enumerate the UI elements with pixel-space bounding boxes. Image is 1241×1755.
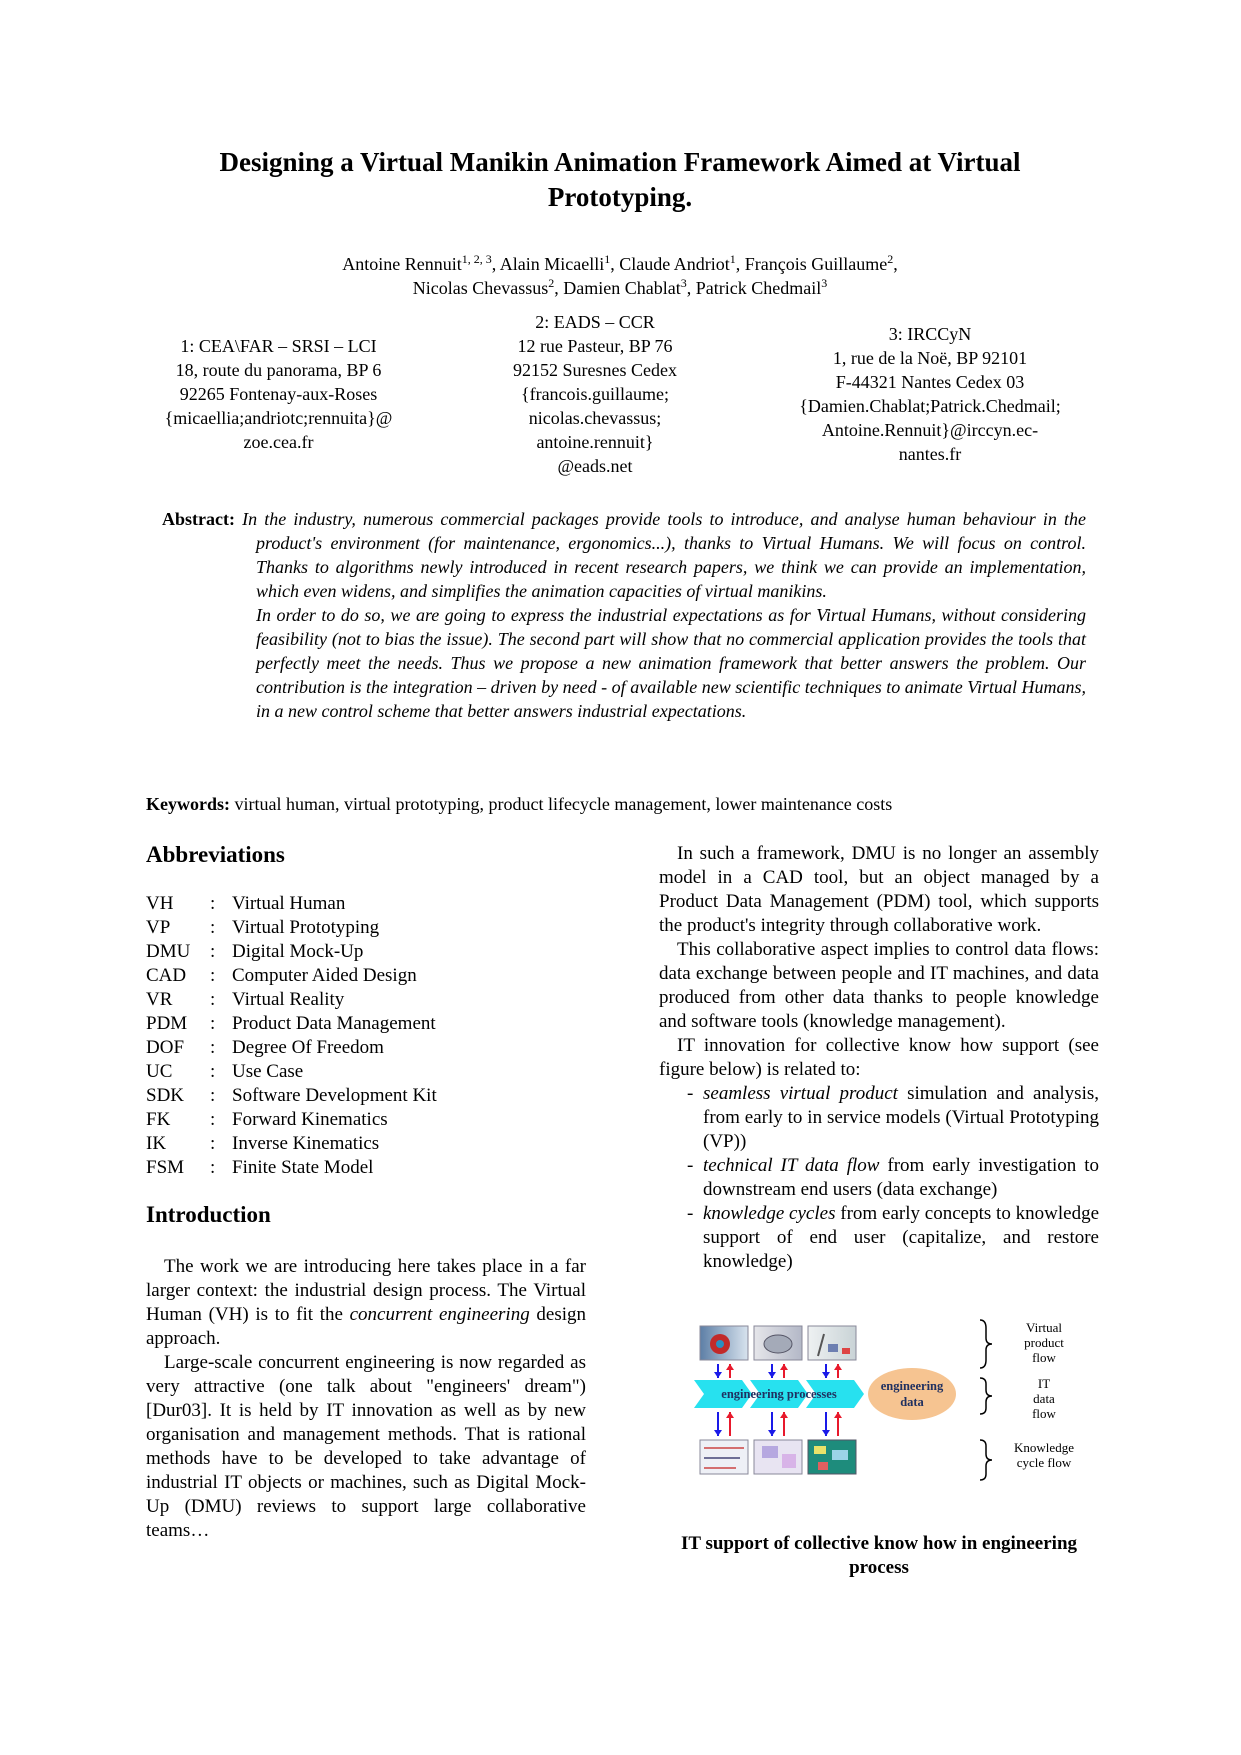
abbreviation-value: Virtual Reality: [232, 989, 345, 1010]
affiliation-line: 12 rue Pasteur, BP 76: [517, 336, 673, 356]
abbreviation-value: Virtual Prototyping: [232, 917, 380, 938]
author-name: Alain Micaelli: [499, 254, 605, 274]
affiliation-line: 3: IRCCyN: [888, 324, 972, 344]
right-paragraph-1: In such a framework, DMU is no longer an assembly model in a CAD tool, but an object managed by a Product Data Management (PDM) tool, which supports the product's integrity through collaborative work.: [659, 843, 1099, 936]
abbreviation-row: [146, 988, 437, 1012]
intro-paragraph-2: Large-scale concurrent engineering is now regarded as very attractive (one talk about "engineers' dream") [Dur03]. It is held by IT innovation as well as by new organisation and management methods. That is rational methods have to be developed to take advantage of industrial IT objects or machines, such as Digital Mock-Up (DMU) reviews to support large collaborative teams…: [146, 1352, 586, 1541]
abbreviation-colon: :: [210, 1157, 216, 1178]
intro-paragraph-1: The work we are introducing here takes place in a far larger context: the industrial design process. The Virtual Human (VH) is to fit the concurrent engineering design approach.: [146, 1256, 586, 1349]
figure-caption: IT support of collective know how in engineering process: [680, 1533, 1078, 1578]
brace-labels: [1014, 1320, 1074, 1470]
keywords-label: Keywords:: [146, 794, 230, 814]
abbreviation-key: VH: [146, 893, 174, 914]
up-arrow-head: [780, 1364, 788, 1370]
brace-label: Knowledge: [1014, 1440, 1074, 1455]
keywords: [146, 792, 1106, 816]
abstract-label: Abstract:: [162, 509, 235, 529]
abbreviation-key: PDM: [146, 1013, 188, 1034]
affiliation-line: 2: EADS – CCR: [535, 312, 655, 332]
down-arrow-head: [714, 1372, 722, 1378]
introduction-heading: Introduction: [146, 1202, 271, 1227]
abbreviation-key: SDK: [146, 1085, 185, 1106]
abbreviation-colon: :: [210, 893, 216, 914]
brace-it-data: [980, 1378, 992, 1414]
abbreviation-key: VR: [146, 989, 173, 1010]
abbreviation-value: Computer Aided Design: [232, 965, 417, 986]
abbreviation-row: [146, 940, 437, 964]
author-separator: ,: [610, 254, 620, 274]
abbreviation-colon: :: [210, 1085, 216, 1106]
abstract-paragraph-2: In order to do so, we are going to express the industrial expectations as for Virtual Humans, without considering feasibility (not to bias the issue). The second part will show that no commercial application provides the tools that perfectly meet the needs. Thus we propose a new animation framework that better answers the problem. Our contribution is the integration – driven by need - of available new scientific techniques to animate Virtual Humans, in a new control scheme that better answers industrial expectations.: [256, 605, 1086, 721]
author-name: Patrick Chedmail: [695, 278, 822, 298]
down-arrow-head: [714, 1430, 722, 1436]
abbreviation-colon: :: [210, 1133, 216, 1154]
brace-virtual-product: [980, 1320, 992, 1368]
introduction-text: [146, 1255, 586, 1543]
abbreviations-table: [146, 892, 437, 1180]
abbreviation-row: [146, 1012, 437, 1036]
engineering-data-label-1: engineering: [880, 1379, 944, 1393]
up-arrow-head: [780, 1412, 788, 1418]
affiliation-line: Antoine.Rennuit}@irccyn.ec-: [821, 420, 1039, 440]
brace-knowledge: [980, 1440, 992, 1480]
affiliation-line: F-44321 Nantes Cedex 03: [835, 372, 1025, 392]
affiliation-line: 1: CEA\FAR – SRSI – LCI: [180, 336, 377, 356]
abbreviations-heading: Abbreviations: [146, 842, 285, 867]
engineering-data-ellipse: [868, 1368, 956, 1420]
brace-label: data: [1033, 1391, 1055, 1406]
brace-label: flow: [1032, 1350, 1056, 1365]
author-separator: ,: [735, 254, 745, 274]
abstract: [146, 507, 1086, 723]
abbreviation-row: [146, 1084, 437, 1108]
affiliation-line: nicolas.chevassus;: [528, 408, 662, 428]
support-list-item: [703, 1202, 1099, 1274]
virtual-product-thumbnail-1: [700, 1326, 748, 1360]
abbreviation-value: Inverse Kinematics: [232, 1133, 380, 1154]
affiliation-1: [146, 334, 411, 454]
right-paragraph-3: IT innovation for collective know how support (see figure below) is related to:: [659, 1035, 1099, 1080]
list-item-text: simulation and analysis, from early to in service models (Virtual Prototyping (VP)): [703, 1083, 1099, 1152]
author-affiliation-mark: 2: [887, 252, 894, 266]
author-line-2: [150, 271, 1090, 300]
list-item-emphasis: seamless virtual product: [703, 1083, 898, 1104]
author-name: Damien Chablat: [563, 278, 681, 298]
brace-label: Virtual: [1025, 1320, 1063, 1335]
author-name: Nicolas Chevassus: [412, 278, 549, 298]
up-arrow-head: [834, 1412, 842, 1418]
list-item-text: from early concepts to knowledge support of end user (capitalize, and restore knowledge): [703, 1203, 1100, 1272]
abbreviation-value: Digital Mock-Up: [232, 941, 364, 962]
affiliation-line: 92265 Fontenay-aux-Roses: [179, 384, 378, 404]
abbreviation-row: [146, 1132, 437, 1156]
abbreviation-value: Degree Of Freedom: [232, 1037, 384, 1058]
abbreviation-value: Product Data Management: [232, 1013, 436, 1034]
abstract-paragraph-1: In the industry, numerous commercial packages provide tools to introduce, and analyse human behaviour in the product's environment (for maintenance, ergonomics...), thanks to Virtual Humans. We will focus on control. Thanks to algorithms newly introduced in recent research papers, we think we can provide an implementation, which even widens, and simplifies the animation capacities of virtual manikins.: [242, 509, 1087, 601]
brace-label: cycle flow: [1016, 1455, 1072, 1470]
virtual-product-thumbnail-3: [808, 1326, 856, 1360]
abbreviation-value: Software Development Kit: [232, 1085, 437, 1106]
affiliation-line: @eads.net: [557, 456, 633, 476]
abbreviation-colon: :: [210, 941, 216, 962]
author-separator: ,: [686, 278, 696, 298]
support-list: [659, 1082, 1099, 1274]
abbreviation-row: [146, 892, 437, 916]
affiliation-line: zoe.cea.fr: [243, 432, 314, 452]
up-arrow-head: [834, 1364, 842, 1370]
support-list-item: [703, 1154, 1099, 1202]
abbreviation-colon: :: [210, 989, 216, 1010]
author-affiliation-mark: 1, 2, 3: [461, 252, 492, 266]
list-item-text: from early investigation to downstream end users (data exchange): [703, 1155, 1099, 1200]
abbreviation-key: VP: [146, 917, 171, 938]
abbreviation-value: Finite State Model: [232, 1157, 374, 1178]
virtual-product-thumbnail-2: [754, 1326, 802, 1360]
knowledge-thumbnail-1: [700, 1440, 748, 1474]
affiliation-2: [480, 310, 710, 478]
list-item-emphasis: technical IT data flow: [703, 1155, 880, 1176]
up-arrow-head: [726, 1412, 734, 1418]
engineering-processes-band: [694, 1380, 864, 1408]
affiliation-line: {francois.guillaume;: [520, 384, 670, 404]
abbreviation-row: [146, 1156, 437, 1180]
abbreviation-row: [146, 1036, 437, 1060]
engineering-processes-label: engineering processes: [721, 1387, 837, 1401]
abbreviation-colon: :: [210, 917, 216, 938]
abbreviation-key: CAD: [146, 965, 187, 986]
affiliation-line: {Damien.Chablat;Patrick.Chedmail;: [799, 396, 1061, 416]
down-arrow-head: [822, 1430, 830, 1436]
paper-title: Designing a Virtual Manikin Animation Framework Aimed at Virtual Prototyping.: [219, 147, 1021, 212]
author-separator: ,: [554, 278, 564, 298]
abbreviation-colon: :: [210, 1109, 216, 1130]
author-affiliation-mark: 3: [680, 276, 687, 290]
abbreviation-value: Virtual Human: [232, 893, 346, 914]
author-affiliation-mark: 1: [729, 252, 736, 266]
abbreviation-key: DMU: [146, 941, 191, 962]
abbreviation-key: FSM: [146, 1157, 185, 1178]
brace-label: product: [1024, 1335, 1064, 1350]
affiliation-line: nantes.fr: [898, 444, 962, 464]
author-name: Antoine Rennuit: [342, 254, 462, 274]
abbreviation-colon: :: [210, 1061, 216, 1082]
author-name: Claude Andriot: [619, 254, 730, 274]
author-affiliation-mark: 1: [604, 252, 611, 266]
affiliation-line: 18, route du panorama, BP 6: [175, 360, 382, 380]
down-arrow-head: [768, 1430, 776, 1436]
author-name: François Guillaume: [744, 254, 888, 274]
knowledge-thumbnail-3: [808, 1440, 856, 1474]
abbreviation-colon: :: [210, 1037, 216, 1058]
down-arrow-head: [768, 1372, 776, 1378]
engineering-data-label-2: data: [900, 1395, 924, 1409]
abbreviation-colon: :: [210, 965, 216, 986]
abbreviation-value: Use Case: [232, 1061, 304, 1082]
right-paragraph-2: This collaborative aspect implies to control data flows: data exchange between people and IT machines, and data produced from other data thanks to people knowledge and software tools (knowledge management).: [659, 939, 1099, 1032]
data-flow-arrows-bottom: [714, 1412, 842, 1436]
affiliation-3: [770, 322, 1090, 466]
abbreviation-key: UC: [146, 1061, 173, 1082]
author-affiliation-mark: 2: [548, 276, 555, 290]
affiliation-line: antoine.rennuit}: [536, 432, 654, 452]
affiliation-line: 92152 Suresnes Cedex: [513, 360, 677, 380]
down-arrow-head: [822, 1372, 830, 1378]
keywords-text: virtual human, virtual prototyping, product lifecycle management, lower maintenance costs: [230, 794, 893, 814]
brace-label: flow: [1032, 1406, 1056, 1421]
abbreviation-row: [146, 1060, 437, 1084]
author-separator: ,: [893, 254, 898, 274]
data-flow-arrows-top: [714, 1364, 842, 1378]
author-affiliation-mark: 3: [821, 276, 828, 290]
affiliation-line: {micaellia;andriotc;rennuita}@: [164, 408, 393, 428]
author-separator: ,: [491, 254, 500, 274]
abbreviation-key: FK: [146, 1109, 171, 1130]
brace-label: IT: [1037, 1376, 1051, 1391]
support-list-item: [703, 1082, 1099, 1154]
abbreviation-value: Forward Kinematics: [232, 1109, 388, 1130]
list-item-emphasis: knowledge cycles: [703, 1203, 836, 1224]
right-column-text: [659, 842, 1099, 1274]
abbreviation-colon: :: [210, 1013, 216, 1034]
knowledge-thumbnail-2: [754, 1440, 802, 1474]
affiliation-line: 1, rue de la Noë, BP 92101: [832, 348, 1028, 368]
abbreviation-key: DOF: [146, 1037, 185, 1058]
abbreviation-row: [146, 916, 437, 940]
it-support-figure: [690, 1318, 1110, 1518]
abbreviation-row: [146, 1108, 437, 1132]
abbreviation-key: IK: [146, 1133, 167, 1154]
abbreviation-row: [146, 964, 437, 988]
up-arrow-head: [726, 1364, 734, 1370]
